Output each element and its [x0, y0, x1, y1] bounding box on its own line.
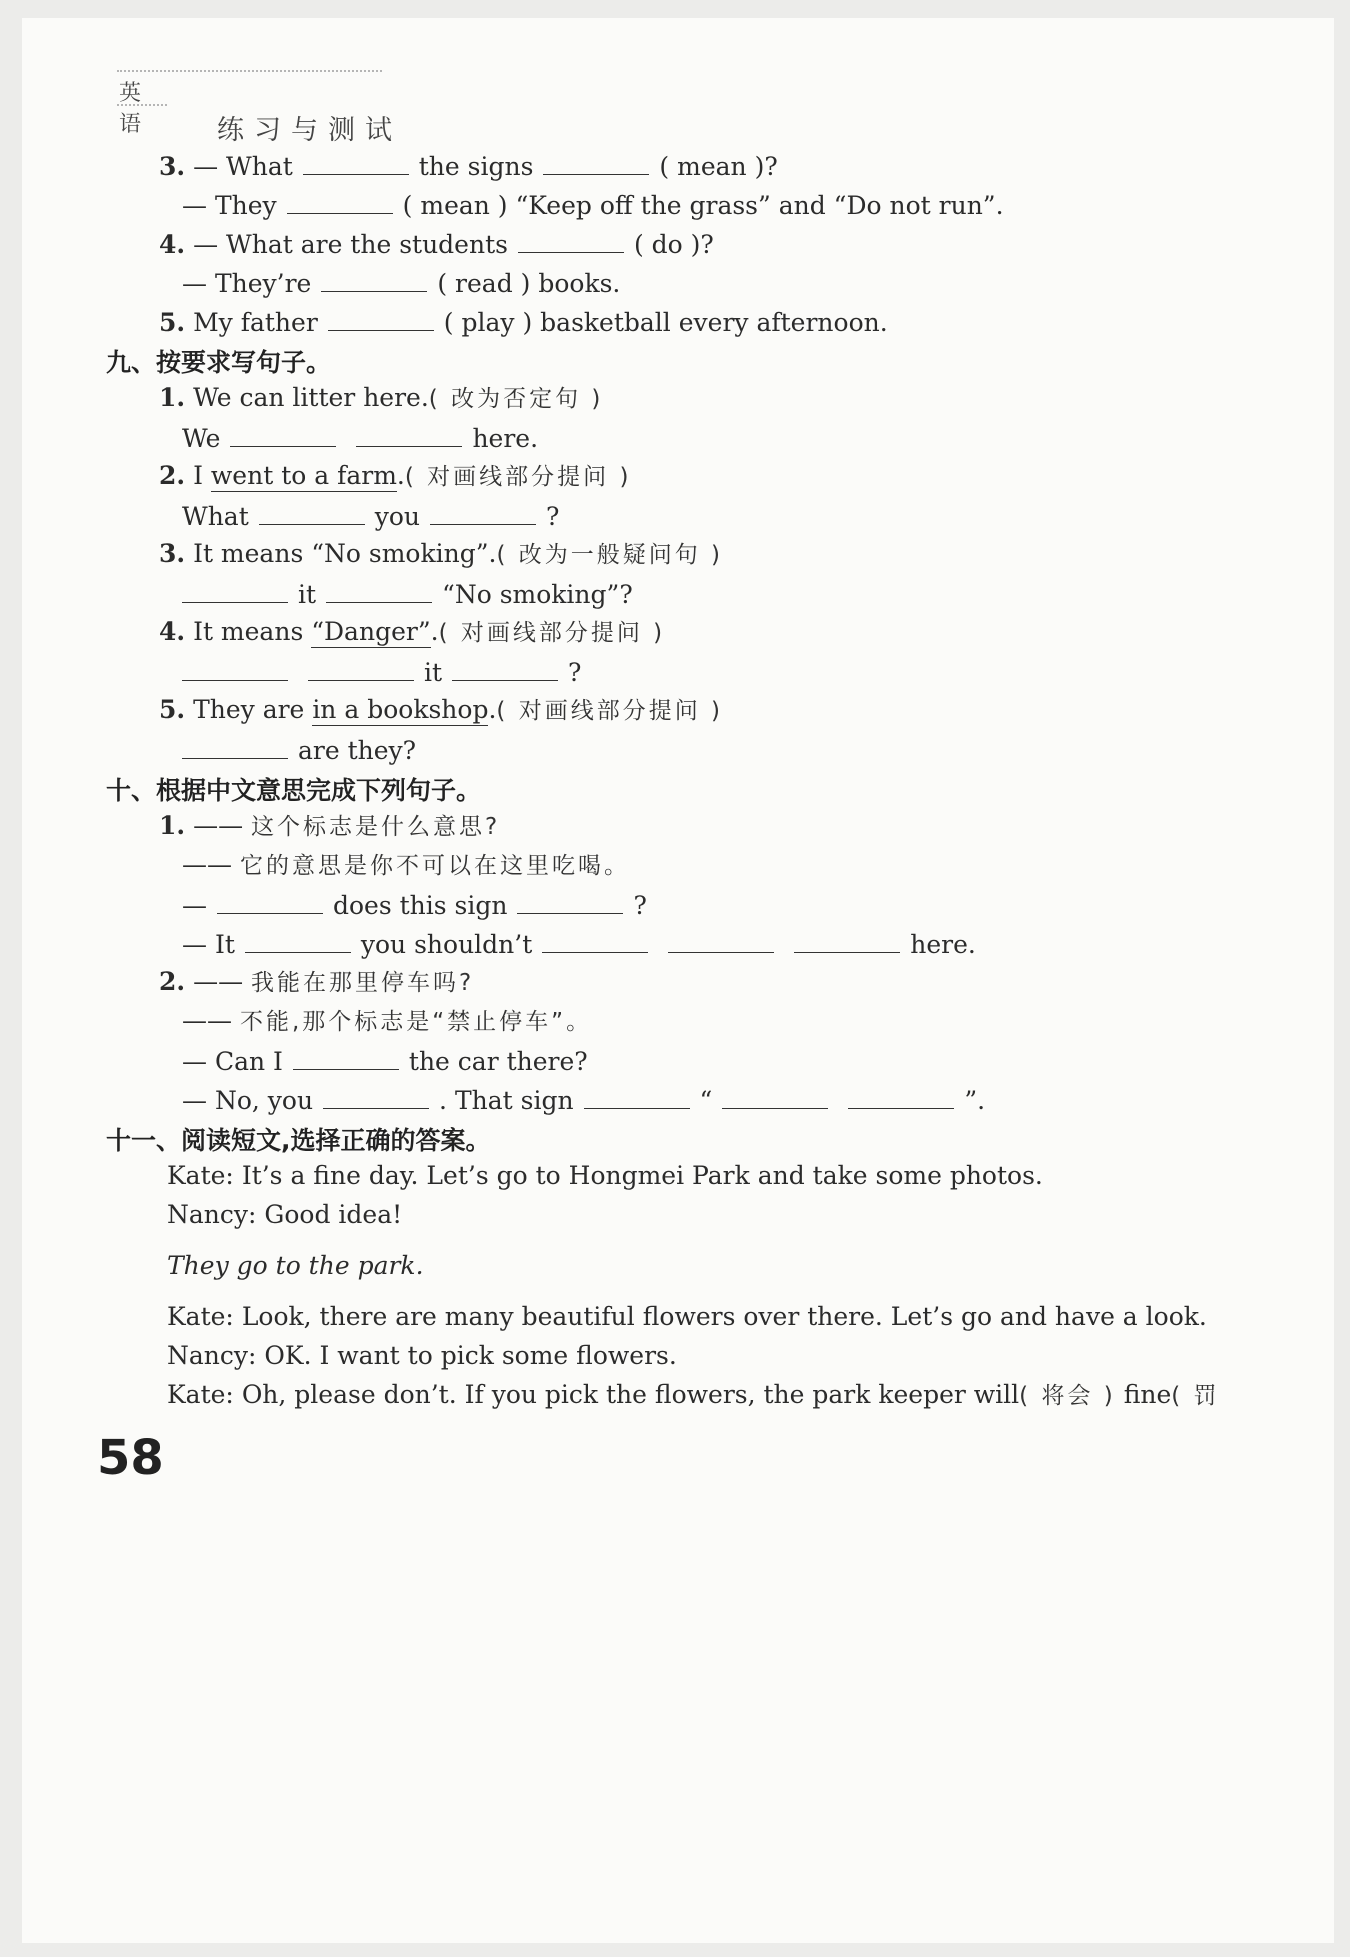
answer-blank[interactable]: [321, 265, 427, 292]
s9-q2: 2. I went to a farm.( 对画线部分提问 ): [159, 461, 632, 490]
s10-q2-cn2: —— 不能,那个标志是“禁止停车”。: [182, 1006, 593, 1035]
answer-blank[interactable]: [182, 576, 288, 603]
answer-blank[interactable]: [722, 1082, 828, 1109]
answer-blank[interactable]: [303, 148, 409, 175]
s8-q5: 5. My father ( play ) basketball every afternoon.: [159, 304, 888, 340]
s10-q1-cn1: 1. —— 这个标志是什么意思?: [159, 811, 501, 840]
answer-blank[interactable]: [543, 148, 649, 175]
s9-q5-answer: are they?: [172, 732, 416, 768]
answer-blank[interactable]: [794, 926, 900, 953]
answer-blank[interactable]: [182, 654, 288, 681]
answer-blank[interactable]: [518, 226, 624, 253]
s9-q3-answer: it “No smoking”?: [172, 576, 633, 612]
s9-q3: 3. It means “No smoking”.( 改为一般疑问句 ): [159, 539, 724, 568]
answer-blank[interactable]: [287, 187, 393, 214]
answer-blank[interactable]: [542, 926, 648, 953]
passage-stage-direction: They go to the park.: [167, 1251, 424, 1280]
answer-blank[interactable]: [323, 1082, 429, 1109]
answer-blank[interactable]: [259, 498, 365, 525]
header-divider: [117, 70, 382, 72]
underlined-phrase: “Danger”: [311, 617, 431, 646]
answer-blank[interactable]: [293, 1043, 399, 1070]
workbook-page: [22, 18, 1334, 1943]
passage-line: Kate: Look, there are many beautiful flowers over there. Let’s go and have a look.: [167, 1302, 1207, 1331]
section-11-heading: 十一、阅读短文,选择正确的答案。: [106, 1126, 491, 1155]
s8-q3-line2: — They ( mean ) “Keep off the grass” and “Do not run”.: [182, 187, 1004, 223]
answer-blank[interactable]: [668, 926, 774, 953]
s9-q4: 4. It means “Danger”.( 对画线部分提问 ): [159, 617, 666, 646]
book-title: 练习与测试: [217, 115, 402, 146]
section-10-heading: 十、根据中文意思完成下列句子。: [106, 776, 482, 805]
s10-q1-en1: — does this sign ?: [182, 887, 647, 923]
s10-q1-cn2: —— 它的意思是你不可以在这里吃喝。: [182, 850, 630, 879]
answer-blank[interactable]: [848, 1082, 954, 1109]
passage-line: Kate: Oh, please don’t. If you pick the flowers, the park keeper will( 将会 ) fine( 罚: [167, 1380, 1220, 1409]
page-number: 58: [97, 1430, 164, 1486]
underlined-phrase: in a bookshop: [312, 695, 489, 724]
answer-blank[interactable]: [356, 420, 462, 447]
s10-q2-cn1: 2. —— 我能在那里停车吗?: [159, 967, 475, 996]
s9-q5: 5. They are in a bookshop.( 对画线部分提问 ): [159, 695, 723, 724]
answer-blank[interactable]: [217, 887, 323, 914]
s9-q4-answer: it ?: [172, 654, 581, 690]
s8-q3-line1: 3. — What the signs ( mean )?: [159, 148, 778, 184]
passage-line: Nancy: Good idea!: [167, 1200, 403, 1229]
s9-q1-answer: We here.: [182, 420, 538, 456]
answer-blank[interactable]: [328, 304, 434, 331]
passage-line: Kate: It’s a fine day. Let’s go to Hongmei Park and take some photos.: [167, 1161, 1043, 1190]
s9-q2-answer: What you ?: [182, 498, 559, 534]
answer-blank[interactable]: [245, 926, 351, 953]
subject-label: 英语: [119, 81, 144, 137]
s9-q1: 1. We can litter here.( 改为否定句 ): [159, 383, 604, 412]
answer-blank[interactable]: [452, 654, 558, 681]
s10-q1-en2: — It you shouldn’t here.: [182, 926, 976, 962]
answer-blank[interactable]: [584, 1082, 690, 1109]
answer-blank[interactable]: [326, 576, 432, 603]
answer-blank[interactable]: [517, 887, 623, 914]
passage-line: Nancy: OK. I want to pick some flowers.: [167, 1341, 677, 1370]
answer-blank[interactable]: [230, 420, 336, 447]
s10-q2-en2: — No, you . That sign “ ”.: [182, 1082, 985, 1118]
s8-q4-line1: 4. — What are the students ( do )?: [159, 226, 714, 262]
s10-q2-en1: — Can I the car there?: [182, 1043, 588, 1079]
answer-blank[interactable]: [308, 654, 414, 681]
answer-blank[interactable]: [430, 498, 536, 525]
answer-blank[interactable]: [182, 732, 288, 759]
underlined-phrase: went to a farm: [210, 461, 397, 490]
s8-q4-line2: — They’re ( read ) books.: [182, 265, 620, 301]
section-9-heading: 九、按要求写句子。: [106, 348, 332, 377]
